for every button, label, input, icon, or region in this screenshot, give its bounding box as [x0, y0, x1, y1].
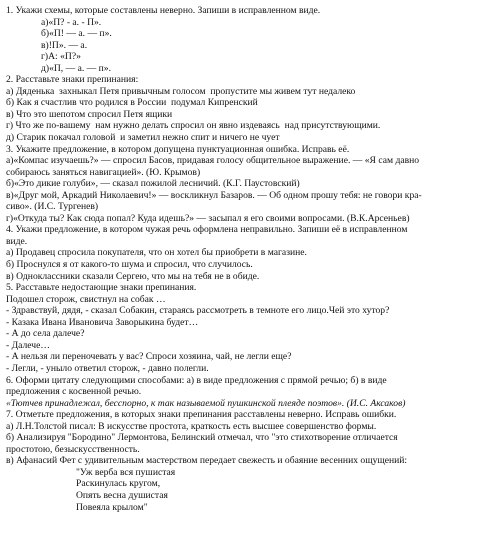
doc-line: Повеяла крылом" — [76, 501, 148, 513]
doc-line: в)«Друг мой, Аркадий Николаевич!» — воскликнул Базаров. — Об одном прошу тебя: не говори кра- — [6, 189, 422, 201]
doc-line: а) Продавец спросила покупателя, что он хотел бы приобрети в магазине. — [6, 247, 307, 259]
doc-line: а)«Компас изучаешь?» — спросил Басов, придавая голосу общительное выражение. — «Я сам давно — [6, 155, 420, 167]
doc-line: г) Что же по-вашему нам нужно делать спросил он явно издеваясь над присутствующими. — [6, 120, 381, 132]
doc-line: 5. Расставьте недостающие знаки препинания. — [6, 282, 197, 294]
doc-line: д)«П, — а. — п». — [41, 62, 111, 74]
doc-line: "Уж верба вся пушистая — [76, 466, 176, 478]
doc-line: - Легли, - уныло ответил сторож, - давно полегли. — [6, 362, 209, 374]
doc-line: в)!П». — а. — [41, 39, 88, 51]
doc-line: 2. Расставьте знаки препинания: — [6, 74, 139, 86]
doc-line: - Казака Ивана Ивановича Заворыкина будет… — [6, 316, 199, 328]
doc-line: «Тютчев принадлежал, бесспорно, к так называемой пушкинской плеяде поэтов». (И.С. Аксаков) — [6, 397, 406, 409]
doc-line: г)«Откуда ты? Как сюда попал? Куда идешь?» — засыпал я его своими вопросами. (В.К.Арсеньев) — [6, 212, 410, 224]
doc-line: г)А: «П?» — [41, 51, 81, 63]
doc-line: - А нельзя ли переночевать у вас? Спроси хозяина, чай, не легли еще? — [6, 351, 292, 363]
doc-line: простотою, безыскусственность. — [6, 443, 140, 455]
doc-line: 6. Оформи цитату следующими способами: а) в виде предложения с прямой речью; б) в виде — [6, 374, 387, 386]
doc-line: в) Одноклассники сказали Сергею, что мы на тебя не в обиде. — [6, 270, 260, 282]
doc-line: предложения с косвенной речью. — [6, 386, 142, 398]
doc-line: - А до села далече? — [6, 328, 85, 340]
doc-line: Подошел сторож, свистнул на собак … — [6, 293, 166, 305]
doc-line: в) Афанасий Фет с удивительным мастерством передает свежесть и обаяние весенних ощущений: — [6, 455, 408, 467]
doc-line: б) Как я счастлив что родился в России подумал Кипренский — [6, 97, 258, 109]
doc-line: 4. Укажи предложение, в котором чужая речь оформлена неправильно. Запиши её в исправленном — [6, 224, 408, 236]
doc-line: сиво». (И.С. Тургенев) — [6, 201, 99, 213]
doc-line: б) Проснулся я от какого-то шума и спросил, что случилось. — [6, 259, 253, 271]
doc-line: б) Анализируя "Бородино" Лермонтова, Белинский отмечал, что "это стихотворение отличается — [6, 432, 398, 444]
doc-line: - Далече… — [6, 339, 50, 351]
doc-line: а) Дяденька захныкал Петя привычным голосом пропустите мы живем тут недалеко — [6, 85, 356, 97]
doc-line: в) Что это шепотом спросил Петя ящики — [6, 108, 173, 120]
doc-line: Раскинулась кругом, — [76, 478, 161, 490]
doc-line: - Здравствуй, дядя, - сказал Собакин, стараясь рассмотреть в темноте его лицо.Чей это хутор? — [6, 305, 390, 317]
doc-line: 3. Укажите предложение, в котором допущена пунктуационная ошибка. Исправь её. — [6, 143, 350, 155]
doc-line: а) Л.Н.Толстой писал: В искусстве простота, краткость есть высшее совершенство формы. — [6, 420, 377, 432]
doc-line: а)«П? - а. - П». — [41, 16, 102, 28]
doc-line: виде. — [6, 235, 28, 247]
doc-line: 7. Отметьте предложения, в которых знаки препинания расставлены неверно. Исправь ошибки. — [6, 409, 397, 421]
doc-line: б)«П! — а. — п». — [41, 28, 112, 40]
doc-line: собираюсь заняться навигацией». (Ю. Крымов) — [6, 166, 201, 178]
doc-line: д) Старик покачал головой и заметил нежно спит и ничего не чует — [6, 132, 280, 144]
doc-line: б)«Это дикие голуби», — сказал пожилой лесничий. (К.Г. Паустовский) — [6, 178, 300, 190]
doc-line: Опять весна душистая — [76, 489, 168, 501]
doc-line: 1. Укажи схемы, которые составлены неверно. Запиши в исправленном виде. — [6, 5, 321, 16]
